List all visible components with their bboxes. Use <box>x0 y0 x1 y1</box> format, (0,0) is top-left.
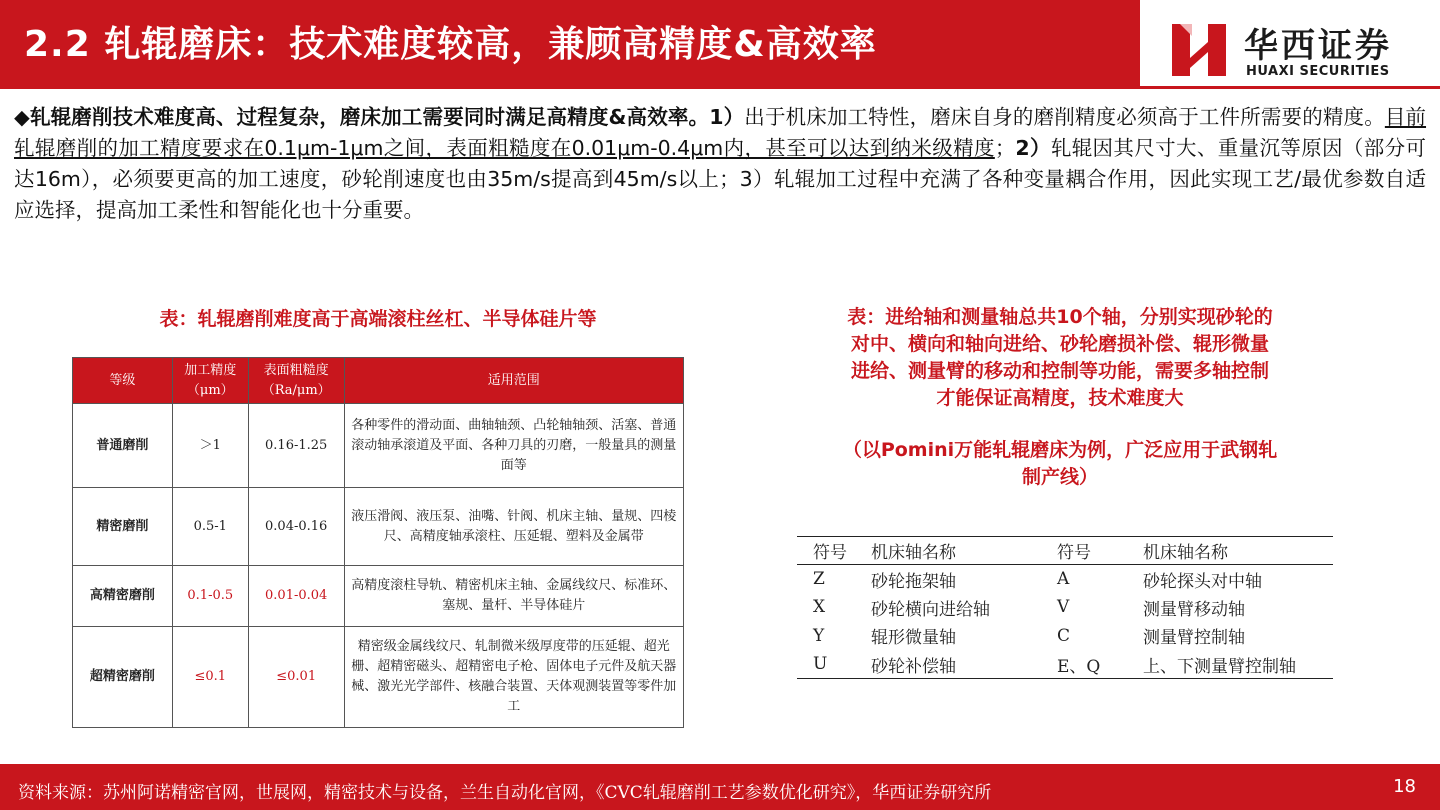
intro-number-2: 2） <box>1015 136 1051 160</box>
axes-header-row <box>797 537 1333 565</box>
header-scope: 适用范围 <box>344 358 683 404</box>
header-symbol: 符号 <box>797 537 871 565</box>
header-axis-name-2: 机床轴名称 <box>1143 537 1333 565</box>
axis-symbol: E、Q <box>1057 650 1143 679</box>
header-grade: 等级 <box>73 358 173 404</box>
title-divider <box>0 86 1440 89</box>
axis-name: 测量臂控制轴 <box>1143 628 1245 649</box>
roughness-cell: 0.01-0.04 <box>248 566 344 627</box>
axis-symbol: X <box>813 597 826 618</box>
grade-cell: 精密磨削 <box>73 488 173 566</box>
axis-symbol: U <box>797 650 871 679</box>
intro-lead: 轧辊磨削技术难度高、过程复杂，磨床加工需要同时满足高精度&高效率。1） <box>29 105 745 129</box>
axes-row <box>797 565 1333 594</box>
axes-row <box>797 622 1333 651</box>
roughness-cell: ≤0.01 <box>248 627 344 728</box>
header-roughness: 表面粗糙度（Ra/μm） <box>248 358 344 404</box>
right-caption <box>790 304 1330 412</box>
axis-name: 砂轮横向进给轴 <box>871 599 990 620</box>
page-number: 18 <box>1393 776 1416 797</box>
right-caption-line: 进给、测量臂的移动和控制等功能，需要多轴控制 <box>850 360 1269 382</box>
axis-name: 砂轮补偿轴 <box>871 650 1057 679</box>
page-title: 2.2 轧辊磨床：技术难度较高，兼顾高精度&高效率 <box>24 24 877 65</box>
right-note <box>790 437 1330 491</box>
grade-cell: 普通磨削 <box>73 404 173 488</box>
axis-name: 砂轮拖架轴 <box>871 571 956 592</box>
right-caption-line: 对中、横向和轴向进给、砂轮磨损补偿、辊形微量 <box>850 333 1269 355</box>
right-note-line: （以Pomini万能轧辊磨床为例，广泛应用于武钢轧 <box>842 439 1278 461</box>
huaxi-logo-icon <box>1170 20 1228 78</box>
table-row <box>73 627 684 728</box>
axis-symbol: A <box>1057 569 1070 589</box>
axis-symbol: C <box>1057 625 1071 646</box>
table-header-row <box>73 358 684 404</box>
intro-part2: 轧辊因其尺寸大、重量沉等原因（部分可达16m），必须要更高的加工速度，砂轮削速度也由35m/s提高到45m/s以上；3）轧辊加工过程中充满了各种变量耦合作用，因此实现工艺/最优参数自适应选择，提高加工柔性和智能化也十分重要。 <box>14 136 1427 222</box>
title-bar <box>0 0 1140 86</box>
table-row <box>73 404 684 488</box>
right-note-line: 制产线） <box>1021 466 1098 488</box>
grade-cell: 高精密磨削 <box>73 566 173 627</box>
scope-cell: 精密级金属线纹尺、轧制微米级厚度带的压延辊、超光栅、超精密磁头、超精密电子枪、固体电子元件及航天器械、激光光学部件、核融合装置、天体观测装置等零件加工 <box>344 627 683 728</box>
axis-name: 测量臂移动轴 <box>1143 599 1245 620</box>
intro-paragraph <box>14 102 1426 226</box>
axes-row <box>797 650 1333 679</box>
bullet-icon: ◆ <box>14 105 30 129</box>
axes-row <box>797 593 1333 622</box>
company-logo <box>1170 14 1420 84</box>
precision-cell: 0.5-1 <box>172 488 248 566</box>
axis-name: 辊形微量轴 <box>871 628 956 649</box>
logo-chinese-name: 华西证券 <box>1244 26 1392 66</box>
roughness-cell: 0.04-0.16 <box>248 488 344 566</box>
source-note: 资料来源：苏州阿诺精密官网，世展网，精密技术与设备，兰生自动化官网，《CVC轧辊磨削工艺参数优化研究》，华西证券研究所 <box>18 783 992 803</box>
header-symbol-2: 符号 <box>1057 537 1143 565</box>
grinding-grade-table <box>72 357 684 728</box>
header-axis-name: 机床轴名称 <box>871 537 1057 565</box>
scope-cell: 高精度滚柱导轨、精密机床主轴、金属线纹尺、标准环、塞规、量杆、半导体硅片 <box>344 566 683 627</box>
scope-cell: 各种零件的滑动面、曲轴轴颈、凸轮轴轴颈、活塞、普通滚动轴承滚道及平面、各种刀具的刃磨，一般量具的测量面等 <box>344 404 683 488</box>
logo-english-name: HUAXI SECURITIES <box>1246 64 1390 79</box>
axis-name: 砂轮探头对中轴 <box>1143 571 1262 592</box>
roughness-cell: 0.16-1.25 <box>248 404 344 488</box>
footer-bar <box>0 764 1440 810</box>
axis-symbol: V <box>1057 597 1070 618</box>
axis-symbol: Z <box>813 569 825 589</box>
right-caption-line: 才能保证高精度，技术难度大 <box>936 387 1184 409</box>
intro-sep: ； <box>994 136 1016 160</box>
intro-underlined: 目前轧辊磨削的加工精度要求在0.1μm-1μm之间，表面粗糙度在0.01μm-0.4μm内，甚至可以达到纳米级精度 <box>14 105 1427 160</box>
machine-axes-table <box>797 536 1333 679</box>
precision-cell: ＞1 <box>172 404 248 488</box>
table-row <box>73 566 684 627</box>
grade-cell: 超精密磨削 <box>73 627 173 728</box>
right-caption-line: 表：进给轴和测量轴总共10个轴，分别实现砂轮的 <box>847 306 1273 328</box>
table-row <box>73 488 684 566</box>
scope-cell: 液压滑阀、液压泵、油嘴、针阀、机床主轴、量规、四棱尺、高精度轴承滚柱、压延辊、塑料及金属带 <box>344 488 683 566</box>
precision-cell: 0.1-0.5 <box>172 566 248 627</box>
intro-part1: 出于机床加工特性，磨床自身的磨削精度必须高于工件所需要的精度。 <box>744 105 1385 129</box>
axis-name: 上、下测量臂控制轴 <box>1143 650 1333 679</box>
left-table-caption: 表：轧辊磨削难度高于高端滚柱丝杠、半导体硅片等 <box>159 308 597 330</box>
axis-symbol: Y <box>813 625 825 646</box>
precision-cell: ≤0.1 <box>172 627 248 728</box>
header-precision: 加工精度（μm） <box>172 358 248 404</box>
